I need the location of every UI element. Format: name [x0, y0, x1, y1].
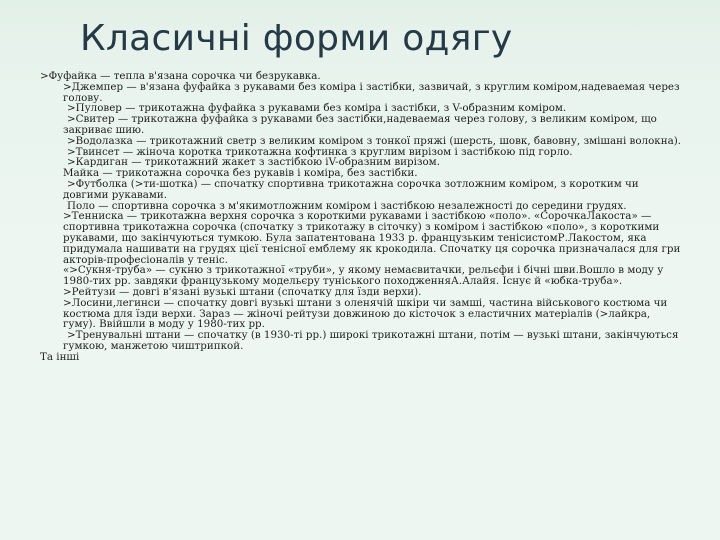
- paragraph-sweater: >Свитер — трикотажна фуфайка з рукавами без застібки,надеваемая через голову, з великим коміром, що закриває шию.: [63, 113, 657, 136]
- paragraph-fufaika: >Фуфайка — тепла в'язана сорочка чи безрукавка.: [40, 70, 321, 82]
- paragraph-training-pants: >Тренувальні штани — спочатку (в 1930-ті рр.) широкі трикотажні штани, потім — вузькі штани, закінчуються гумкою, манжетою чиштрипкой.: [63, 329, 679, 352]
- slide-body: [40, 71, 686, 363]
- slide-title: Класичні форми одягу: [80, 18, 513, 59]
- paragraph-tshirt: >Футболка (>ти-шотка) — спочатку спортивна трикотажна сорочка зотложним коміром, з коротким чи довгими рукавами.: [63, 177, 639, 201]
- paragraph-twinset: >Твинсет — жіноча коротка трикотажна кофтинка з круглим вирізом і застібкою під горло.: [67, 145, 573, 158]
- paragraph-others: Та інші: [40, 350, 80, 363]
- paragraph-leggings: >Лосини,легинси — спочатку довгі вузькі штани з оленячій шкіри чи замші, частина військового костюма чи костюма для їзди верхи. Зараз — жіночі рейтузи довжиною до кісточок з еластичних матеріалів (>лайкра, гуму). Ввійшли в моду у 1980-тих рр.: [63, 296, 668, 331]
- paragraph-polo: Поло — спортивна сорочка з м'якимотложним коміром і застібкою незалежності до середини грудях.: [67, 199, 627, 212]
- paragraph-tanktop: Майка — трикотажна сорочка без рукавів і коміра, без застібки.: [63, 167, 418, 180]
- paragraph-turtleneck: >Водолазка — трикотажний светр з великим коміром з тонкої пряжі (шерсть, шовк, бавовну, змішані волокна).: [67, 134, 681, 147]
- paragraph-leggings-riding: >Рейтузи — довгі в'язані вузькі штани (спочатку для їзди верхи).: [63, 285, 422, 298]
- paragraph-tube-dress: «>Сукня-труба» — сукню з трикотажної «труби», у якому немаєвитачки, рельєфи і бічні шви.Вошло в моду у 1980-тих рр. завдяки французькому модельєру туніського походженняА.Алайя. Існує й «юбка-труба».: [63, 264, 664, 288]
- paragraph-jumper: >Джемпер — в'язана фуфайка з рукавами без коміра і застібки, зазвичай, з круглим коміром,надеваемая через голову.: [63, 80, 680, 104]
- paragraph-cardigan: >Кардиган — трикотажний жакет з застібкою іV-образним вирізом.: [67, 156, 440, 169]
- paragraph-tennis-shirt: >Тенниска — трикотажна верхня сорочка з короткими рукавами і застібкою «поло». «СорочкаЛакоста» — спортивна трикотажна сорочка (спочатку з трикотажу в сіточку) з коміром і застібкою «поло», з короткими рукавами, що закінчуються тумкою. Була запатентована 1933 р. французьким тенісистомР.Лакостом, яка придумала нашивати на грудях цієї тенісної емблему як крокодила. Спочатку ця сорочка призначалася для гри акторів-професіоналів у теніс.: [63, 210, 681, 266]
- paragraph-pullover: >Пуловер — трикотажна фуфайка з рукавами без коміра і застібки, з V-образним коміром.: [67, 102, 567, 115]
